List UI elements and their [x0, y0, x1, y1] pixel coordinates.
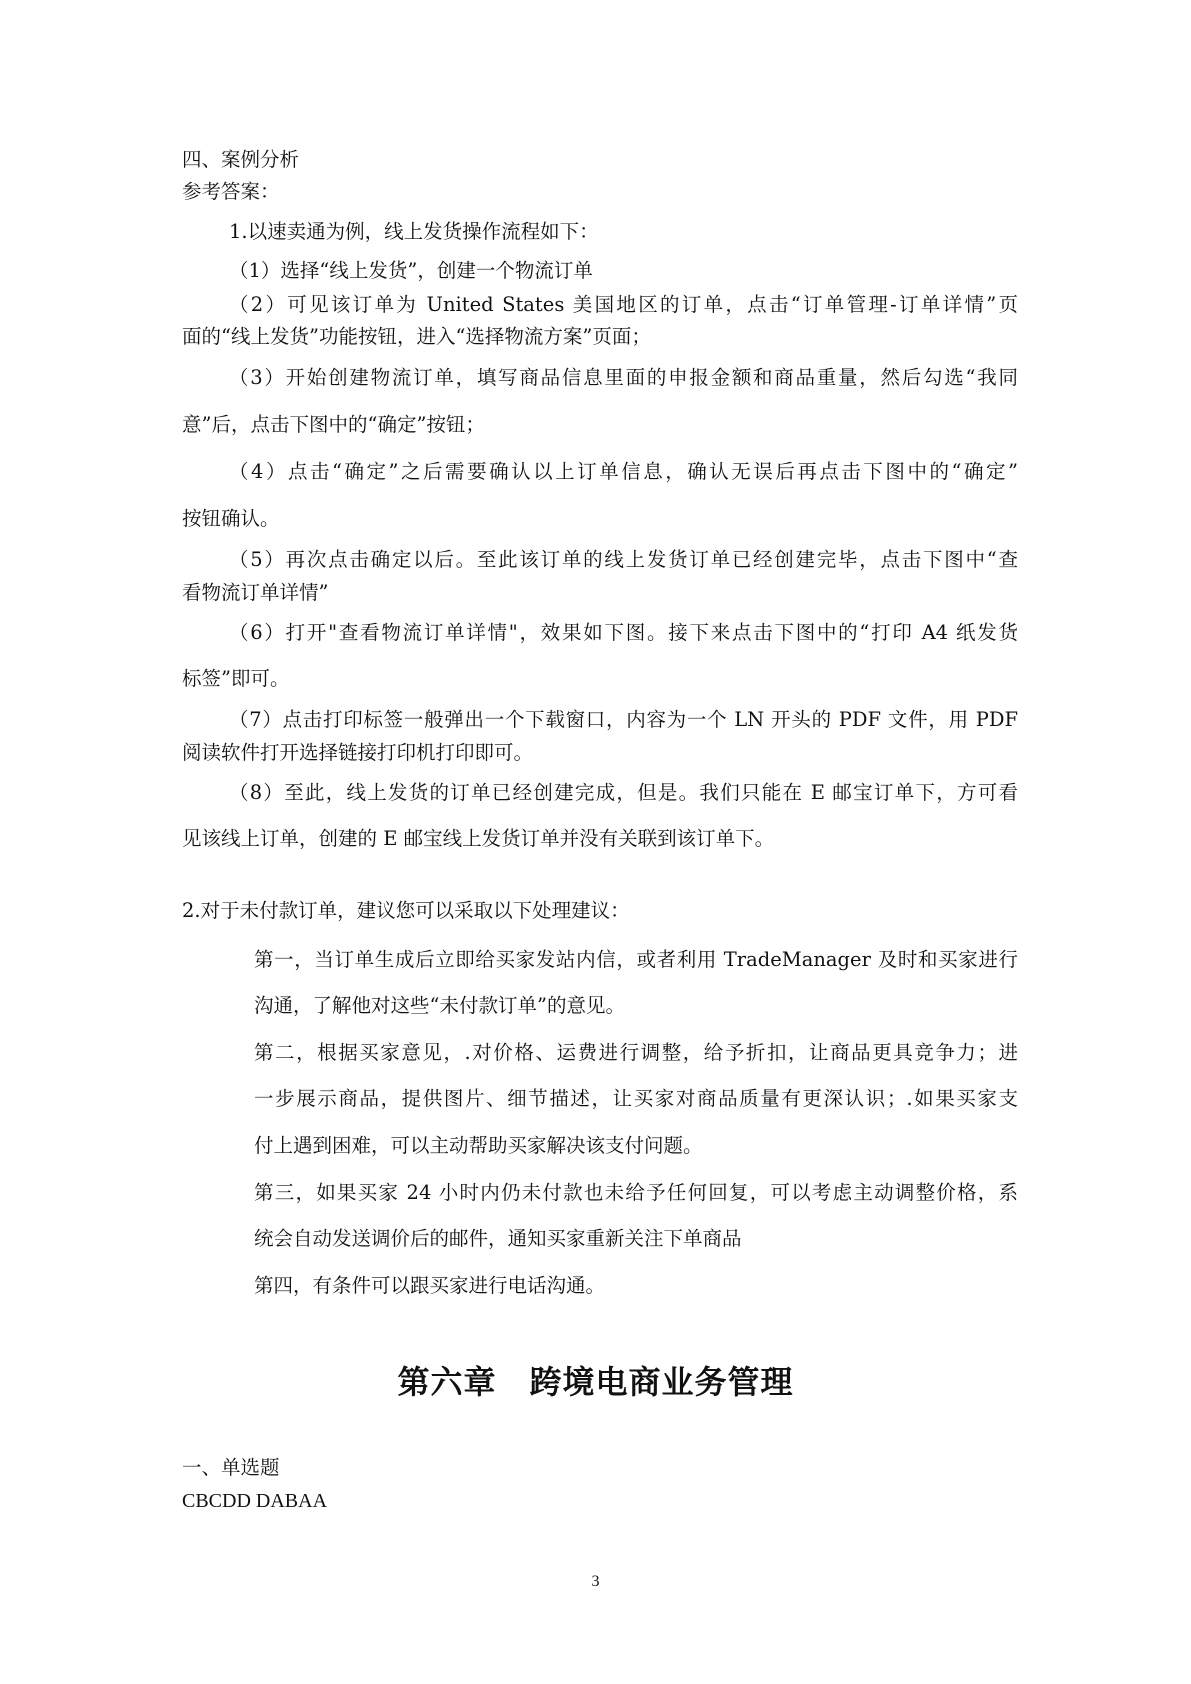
q1-step-8-line-1: （8）至此，线上发货的订单已经创建完成，但是。我们只能在 E 邮宝订单下，方可看 — [229, 781, 1018, 804]
q2-point-2-line-1: 第二，根据买家意见，.对价格、运费进行调整，给予折扣，让商品更具竞争力；进 — [254, 1041, 1018, 1064]
q1-step-8-line-2: 见该线上订单，创建的 E 邮宝线上发货订单并没有关联到该订单下。 — [182, 827, 775, 850]
page-number: 3 — [591, 1573, 600, 1590]
q1-step-3-line-2: 意”后，点击下图中的“确定”按钮； — [182, 413, 485, 436]
q1-step-4-line-2: 按钮确认。 — [182, 507, 280, 530]
q1-step-2-line-2: 面的“线上发货”功能按钮，进入“选择物流方案”页面； — [182, 325, 651, 348]
q1-step-4-line-1: （4）点击“确定”之后需要确认以上订单信息，确认无误后再点击下图中的“确定” — [229, 460, 1018, 483]
q1-step-6-line-1: （6）打开"查看物流订单详情"，效果如下图。接下来点击下图中的“打印 A4 纸发货 — [229, 621, 1018, 644]
q2-point-1-line-1: 第一，当订单生成后立即给买家发站内信，或者利用 TradeManager 及时和买家进行 — [254, 948, 1018, 971]
part1-answers: CBCDD DABAA — [182, 1490, 328, 1512]
q2-point-1-line-2: 沟通，了解他对这些“未付款订单”的意见。 — [254, 994, 625, 1017]
q1-step-5-line-2: 看物流订单详情” — [182, 581, 329, 604]
q1-intro: 1.以速卖通为例，线上发货操作流程如下： — [229, 220, 599, 243]
q1-step-6-line-2: 标签”即可。 — [182, 667, 290, 690]
answer-label: 参考答案： — [182, 180, 280, 203]
q2-point-2-line-3: 付上遇到困难，可以主动帮助买家解决该支付问题。 — [254, 1134, 703, 1157]
part1-title: 一、单选题 — [182, 1456, 280, 1479]
q2-intro: 2.对于未付款订单，建议您可以采取以下处理建议： — [182, 899, 630, 922]
q2-point-4: 第四，有条件可以跟买家进行电话沟通。 — [254, 1274, 606, 1297]
q1-step-7-line-1: （7）点击打印标签一般弹出一个下载窗口，内容为一个 LN 开头的 PDF 文件，用 PDF — [229, 708, 1018, 731]
q2-point-3-line-1: 第三，如果买家 24 小时内仍未付款也未给予任何回复，可以考虑主动调整价格，系 — [254, 1181, 1018, 1204]
q1-step-1: （1）选择“线上发货”，创建一个物流订单 — [229, 259, 593, 282]
q1-step-5-line-1: （5）再次点击确定以后。至此该订单的线上发货订单已经创建完毕，点击下图中“查 — [229, 548, 1018, 571]
q1-step-2-line-1: （2）可见该订单为 United States 美国地区的订单，点击“订单管理-订单详情”页 — [229, 293, 1018, 316]
section-title: 四、案例分析 — [182, 148, 300, 171]
q1-step-7-line-2: 阅读软件打开选择链接打印机打印即可。 — [182, 741, 534, 764]
q2-point-3-line-2: 统会自动发送调价后的邮件，通知买家重新关注下单商品 — [254, 1227, 742, 1250]
chapter-heading: 第六章 跨境电商业务管理 — [397, 1363, 794, 1401]
q2-point-2-line-2: 一步展示商品，提供图片、细节描述，让买家对商品质量有更深认识；.如果买家支 — [254, 1087, 1018, 1110]
q1-step-3-line-1: （3）开始创建物流订单，填写商品信息里面的申报金额和商品重量，然后勾选“我同 — [229, 366, 1018, 389]
